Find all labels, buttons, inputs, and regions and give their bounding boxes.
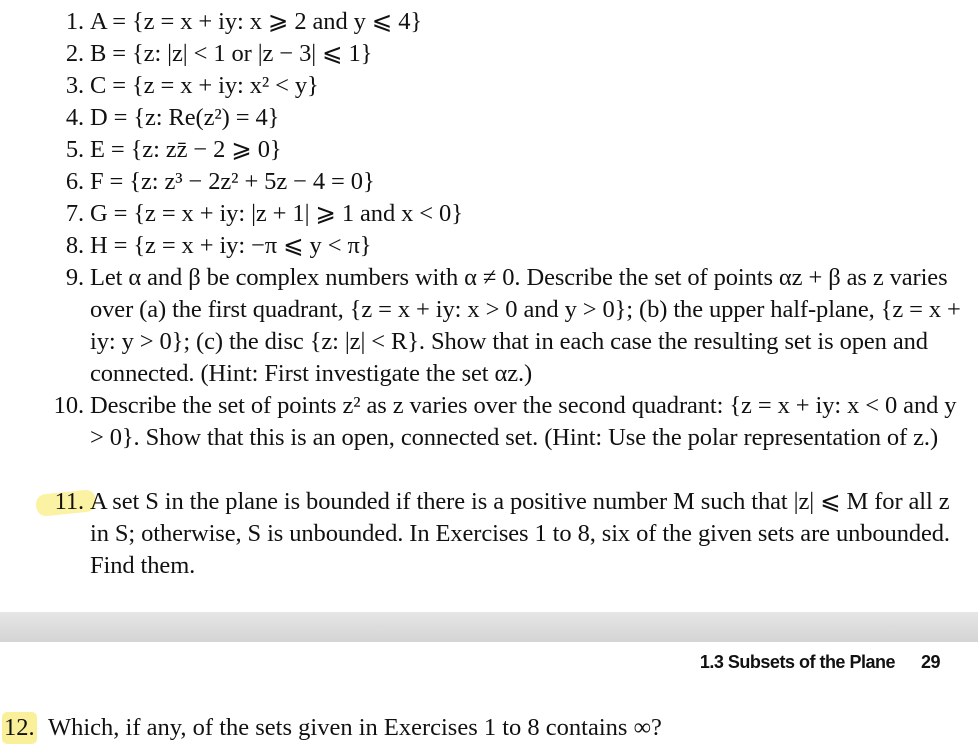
exercise-text: A set S in the plane is bounded if there is a positive number M such that |z| ⩽ M for all z in S; otherwise, S is unbounded. In Exercises 1 to 8, six of the given sets are unbounded. Find them. (90, 488, 950, 579)
exercise-text: Let α and β be complex numbers with α ≠ 0. Describe the set of points αz + β as z varies over (a) the first quadrant, {z = x + iy: x > 0 and y > 0}; (b) the upper half-plane, {z = x + iy: y > 0}; (c) the disc {z: |z| < R}. Show that in each case the resulting set is open and connected. (Hint: First investigate the set αz.) (90, 264, 961, 387)
exercise-number: 6. (65, 168, 84, 195)
exercise-number: 11. (54, 488, 84, 515)
exercise-text: D = {z: Re(z²) = 4} (90, 104, 280, 131)
page-gap (0, 612, 978, 642)
page-number: 29 (920, 652, 940, 672)
exercise-number: 8. (65, 232, 84, 259)
exercise-number: 12. (2, 712, 37, 744)
exercise-text: G = {z = x + iy: |z + 1| ⩾ 1 and x < 0} (90, 200, 463, 227)
exercise-number: 4. (65, 104, 84, 131)
exercise-number: 5. (65, 136, 84, 163)
exercise-text: Describe the set of points z² as z varies over the second quadrant: {z = x + iy: x < 0 and y > 0}. Show that this is an open, connected set. (Hint: Use the polar representation of z.) (90, 392, 957, 451)
exercise-number: 1. (65, 8, 84, 35)
exercise-text: A = {z = x + iy: x ⩾ 2 and y ⩽ 4} (90, 8, 423, 35)
exercise-number: 3. (65, 72, 84, 99)
exercise-text: F = {z: z³ − 2z² + 5z − 4 = 0} (90, 168, 375, 195)
exercise-text: E = {z: zz̄ − 2 ⩾ 0} (90, 136, 282, 163)
exercise-number: 7. (65, 200, 84, 227)
exercise-number: 2. (65, 40, 84, 67)
exercise-text: C = {z = x + iy: x² < y} (90, 72, 319, 99)
exercise-text: B = {z: |z| < 1 or |z − 3| ⩽ 1} (90, 40, 373, 67)
exercise-text: Which, if any, of the sets given in Exercises 1 to 8 contains ∞? (48, 714, 662, 741)
running-head (600, 652, 940, 673)
exercise-number: 9. (65, 264, 84, 291)
section-title: 1.3 Subsets of the Plane (699, 652, 895, 672)
exercise-text: H = {z = x + iy: −π ⩽ y < π} (90, 232, 372, 259)
exercise-number: 10. (53, 392, 84, 419)
